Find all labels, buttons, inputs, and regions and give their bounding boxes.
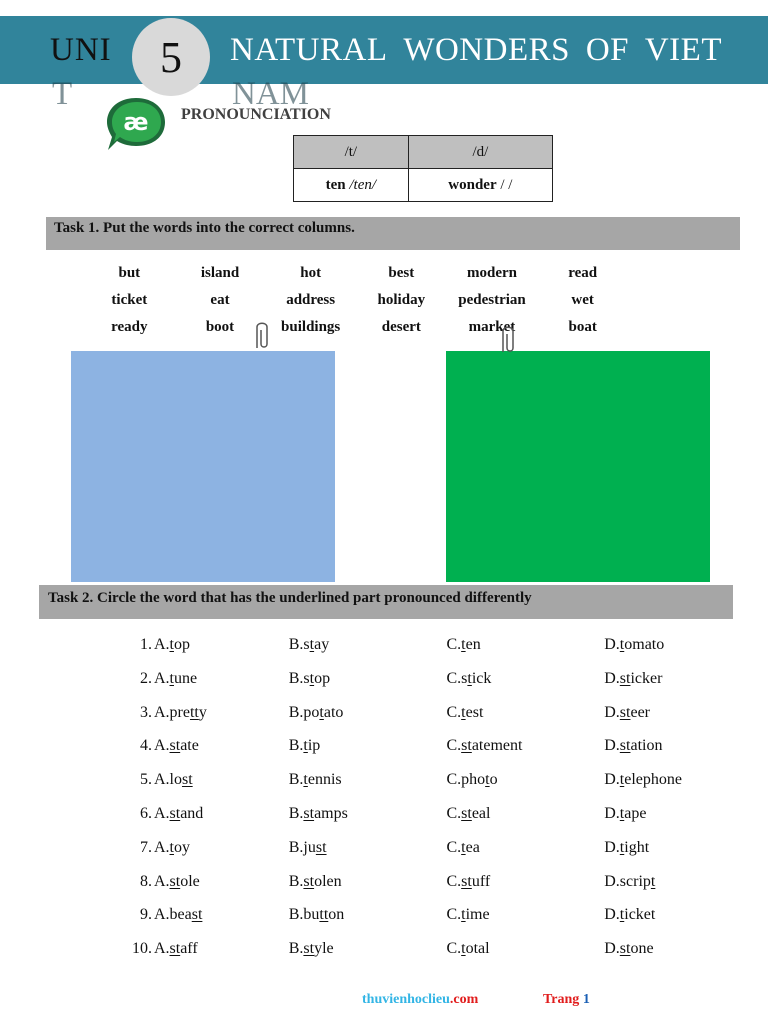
option-text: C. bbox=[446, 838, 462, 856]
underlined-part: st bbox=[169, 737, 181, 755]
option-text: D. bbox=[604, 636, 620, 653]
underlined-part: tt bbox=[319, 906, 329, 924]
option-text: C.pho bbox=[446, 771, 486, 789]
option-text: uff bbox=[471, 872, 491, 890]
question-row bbox=[124, 771, 744, 805]
footer-page bbox=[543, 992, 590, 1008]
option-c[interactable] bbox=[446, 636, 604, 654]
option-text: o bbox=[489, 771, 498, 789]
t-sound-example bbox=[294, 169, 409, 202]
unit-title-word: NATURAL bbox=[230, 32, 388, 68]
option-text: B.s bbox=[288, 669, 310, 687]
question-number: 9. bbox=[139, 906, 152, 924]
option-b[interactable] bbox=[289, 670, 447, 688]
ae-speech-bubble-icon bbox=[104, 94, 168, 154]
option-text: ay bbox=[314, 636, 330, 653]
option-text: ape bbox=[624, 804, 647, 822]
unit-number-badge: 5 bbox=[132, 18, 210, 96]
option-d[interactable] bbox=[604, 704, 744, 722]
option-b[interactable] bbox=[289, 805, 447, 823]
underlined-part: t bbox=[319, 703, 324, 721]
option-text: atement bbox=[471, 737, 523, 755]
option-text: A. bbox=[153, 838, 170, 856]
question-row bbox=[124, 636, 744, 670]
task1-heading: Task 1. Put the words into the correct columns. bbox=[46, 217, 740, 250]
unit-title bbox=[230, 32, 722, 69]
option-text: C. bbox=[446, 636, 462, 653]
option-c[interactable] bbox=[446, 805, 604, 823]
underlined-part: t bbox=[461, 838, 466, 856]
underlined-part: t bbox=[650, 872, 656, 890]
option-a[interactable] bbox=[152, 771, 289, 789]
option-text: amps bbox=[314, 804, 348, 822]
word-bank-item[interactable]: boot bbox=[205, 319, 235, 335]
option-text: A. bbox=[153, 636, 170, 653]
word-bank-item[interactable]: buildings bbox=[281, 319, 341, 335]
option-text: icket bbox=[624, 906, 656, 924]
option-text: C. bbox=[446, 940, 462, 958]
underlined-part: st bbox=[303, 872, 315, 890]
option-text: elephone bbox=[624, 771, 682, 789]
pronunciation-table bbox=[293, 135, 553, 202]
option-text: y bbox=[198, 703, 207, 721]
unit-title-word: OF bbox=[585, 32, 630, 68]
option-text: ea bbox=[465, 838, 480, 856]
underlined-part: st bbox=[619, 940, 631, 958]
option-text: aff bbox=[180, 940, 198, 958]
option-text: B. bbox=[288, 771, 304, 789]
pronunciation-title: PRONOUNCIATION bbox=[181, 106, 331, 123]
word-bank-item[interactable]: pedestrian bbox=[458, 292, 526, 308]
option-text: op bbox=[173, 636, 190, 653]
option-text: ime bbox=[465, 906, 490, 924]
option-a[interactable] bbox=[152, 906, 289, 924]
underlined-part: t bbox=[169, 636, 174, 653]
underlined-part: t bbox=[461, 906, 466, 924]
option-text: A. bbox=[153, 940, 170, 958]
option-b[interactable] bbox=[289, 771, 447, 789]
underlined-part: t bbox=[303, 771, 308, 789]
underlined-part: t bbox=[169, 669, 174, 687]
option-d[interactable] bbox=[604, 805, 744, 823]
option-b[interactable] bbox=[289, 636, 447, 654]
option-text: C. bbox=[446, 703, 462, 721]
option-text: A. bbox=[153, 906, 170, 924]
option-text: pre bbox=[169, 703, 190, 721]
question-row bbox=[124, 873, 744, 907]
option-text: icker bbox=[630, 669, 663, 687]
option-text: A. bbox=[153, 737, 170, 755]
question-row bbox=[124, 805, 744, 839]
word-bank-item[interactable]: boat bbox=[568, 319, 597, 335]
option-a[interactable] bbox=[152, 737, 289, 755]
question-number: 1. bbox=[139, 636, 152, 653]
underlined-part: t bbox=[169, 838, 174, 856]
t-sound-column-box[interactable] bbox=[71, 351, 335, 582]
option-b[interactable] bbox=[289, 737, 447, 755]
option-d[interactable] bbox=[604, 670, 744, 688]
option-text: ole bbox=[180, 872, 200, 890]
option-d[interactable] bbox=[604, 771, 744, 789]
option-text: one bbox=[630, 940, 654, 958]
unit-prefix: UNI bbox=[50, 32, 112, 68]
option-text: on bbox=[328, 906, 345, 924]
underlined-part: t bbox=[461, 940, 466, 958]
option-text: A. bbox=[153, 872, 170, 890]
task2-heading: Task 2. Circle the word that has the underlined part pronounced differently bbox=[39, 585, 733, 619]
option-text: A. bbox=[153, 771, 170, 789]
ae-glyph: æ bbox=[123, 108, 149, 136]
option-text: D. bbox=[604, 737, 620, 755]
underlined-part: t bbox=[303, 737, 308, 755]
option-c[interactable] bbox=[446, 737, 604, 755]
question-number: 8. bbox=[139, 872, 152, 890]
word-bank-item[interactable]: holiday bbox=[377, 292, 426, 308]
option-c[interactable] bbox=[446, 771, 604, 789]
underlined-part: t bbox=[467, 669, 472, 687]
underlined-part: t bbox=[309, 669, 315, 687]
footer-site-name: thuvienhoclieu bbox=[362, 992, 450, 1007]
underlined-part: st bbox=[315, 838, 327, 856]
option-text: B. bbox=[288, 737, 304, 755]
footer-site bbox=[362, 992, 478, 1008]
option-a[interactable] bbox=[152, 636, 289, 654]
footer-page-label: Trang bbox=[543, 992, 580, 1007]
option-text: otal bbox=[465, 940, 490, 958]
question-row bbox=[124, 839, 744, 873]
option-b[interactable] bbox=[289, 839, 447, 857]
question-number: 7. bbox=[139, 838, 152, 856]
option-a[interactable] bbox=[152, 873, 289, 891]
question-number: 3. bbox=[139, 703, 152, 721]
option-d[interactable] bbox=[604, 873, 744, 891]
d-sound-column-box[interactable] bbox=[446, 351, 710, 582]
option-text: yle bbox=[314, 940, 334, 958]
paperclip-icon bbox=[497, 322, 519, 356]
word-bank-item[interactable]: best bbox=[388, 265, 415, 281]
option-text: ennis bbox=[307, 771, 342, 789]
example-ipa: /ten/ bbox=[349, 176, 377, 193]
question-number: 2. bbox=[139, 669, 152, 687]
footer-site-tld: .com bbox=[449, 992, 479, 1007]
d-sound-header: /d/ bbox=[408, 136, 552, 169]
unit-title-word: VIET bbox=[644, 32, 722, 68]
option-d[interactable] bbox=[604, 940, 744, 958]
option-d[interactable] bbox=[604, 839, 744, 857]
underlined-part: t bbox=[619, 636, 625, 653]
option-c[interactable] bbox=[446, 940, 604, 958]
word-bank-item[interactable]: eat bbox=[210, 292, 230, 308]
option-text: C. bbox=[446, 737, 462, 755]
option-text: D. bbox=[604, 838, 620, 856]
option-text: B. bbox=[288, 940, 304, 958]
question-number: 6. bbox=[139, 804, 152, 822]
option-text: B.s bbox=[288, 636, 310, 653]
option-text: ation bbox=[630, 737, 663, 755]
option-a[interactable] bbox=[152, 940, 289, 958]
word-bank-item[interactable]: but bbox=[118, 265, 141, 281]
underlined-part: t bbox=[309, 636, 315, 653]
underlined-part: st bbox=[619, 703, 631, 721]
option-d[interactable] bbox=[604, 737, 744, 755]
option-a[interactable] bbox=[152, 670, 289, 688]
underlined-part: t bbox=[619, 804, 625, 822]
option-a[interactable] bbox=[152, 805, 289, 823]
task1-word-bank bbox=[84, 265, 628, 336]
option-text: est bbox=[465, 703, 484, 721]
d-sound-example bbox=[408, 169, 552, 202]
option-text: A. bbox=[153, 669, 170, 687]
example-word: ten bbox=[325, 176, 346, 193]
option-b[interactable] bbox=[289, 873, 447, 891]
underlined-part: st bbox=[169, 872, 181, 890]
option-text: A. bbox=[153, 703, 170, 721]
option-text: B.bu bbox=[288, 906, 320, 924]
option-text: D. bbox=[604, 906, 620, 924]
t-sound-header: /t/ bbox=[294, 136, 409, 169]
question-number: 10. bbox=[131, 940, 152, 958]
option-a[interactable] bbox=[152, 839, 289, 857]
option-text: bea bbox=[169, 906, 192, 924]
option-text: en bbox=[465, 636, 481, 653]
word-bank-item[interactable]: hot bbox=[300, 265, 322, 281]
question-number: 4. bbox=[139, 737, 152, 755]
word-bank-item[interactable]: ready bbox=[111, 319, 148, 335]
underlined-part: t bbox=[619, 838, 625, 856]
option-text: ight bbox=[624, 838, 650, 856]
option-text: op bbox=[314, 669, 331, 687]
underlined-part: st bbox=[461, 872, 472, 890]
option-text: B. bbox=[288, 872, 304, 890]
option-text: and bbox=[180, 804, 204, 822]
underlined-part: st bbox=[191, 906, 203, 924]
underlined-part: t bbox=[619, 906, 625, 924]
underlined-part: st bbox=[619, 737, 631, 755]
option-text: D. bbox=[604, 703, 620, 721]
question-row bbox=[124, 704, 744, 738]
underlined-part: tt bbox=[189, 703, 199, 721]
option-text: omato bbox=[624, 636, 665, 653]
unit-title-overflow: NAM bbox=[232, 76, 310, 112]
word-bank-item[interactable]: market bbox=[468, 319, 516, 335]
underlined-part: st bbox=[169, 940, 181, 958]
option-text: oy bbox=[173, 838, 190, 856]
underlined-part: t bbox=[461, 703, 466, 721]
option-text: olen bbox=[314, 872, 342, 890]
option-text: ip bbox=[307, 737, 321, 755]
option-text: eal bbox=[471, 804, 491, 822]
underlined-part: t bbox=[619, 771, 625, 789]
option-text: B.po bbox=[288, 703, 320, 721]
option-text: B.ju bbox=[288, 838, 316, 856]
option-d[interactable] bbox=[604, 636, 744, 654]
option-text: D. bbox=[604, 771, 620, 789]
option-c[interactable] bbox=[446, 704, 604, 722]
option-text: C. bbox=[446, 906, 462, 924]
option-text: une bbox=[173, 669, 198, 687]
option-text: ato bbox=[323, 703, 344, 721]
example-word: wonder bbox=[448, 176, 497, 193]
option-text: D. bbox=[604, 804, 620, 822]
underlined-part: st bbox=[461, 804, 472, 822]
paperclip-icon bbox=[251, 318, 273, 352]
option-text: B. bbox=[288, 804, 304, 822]
option-c[interactable] bbox=[446, 839, 604, 857]
option-text: D. bbox=[604, 669, 620, 687]
footer-page-number: 1 bbox=[582, 992, 590, 1007]
unit-title-word: WONDERS bbox=[403, 32, 570, 68]
option-text: D.scrip bbox=[604, 872, 651, 890]
question-number: 5. bbox=[139, 771, 152, 789]
underlined-part: st bbox=[169, 804, 181, 822]
option-text: C. bbox=[446, 872, 462, 890]
question-row bbox=[124, 940, 744, 974]
unit-header bbox=[0, 16, 768, 112]
underlined-part: st bbox=[303, 940, 315, 958]
option-text: eer bbox=[630, 703, 650, 721]
word-bank-item[interactable]: modern bbox=[466, 265, 517, 281]
option-text: D. bbox=[604, 940, 620, 958]
task2-question-list bbox=[124, 636, 744, 974]
underlined-part: st bbox=[303, 804, 315, 822]
option-text: ate bbox=[180, 737, 199, 755]
underlined-part: st bbox=[461, 737, 472, 755]
word-bank-item[interactable]: read bbox=[568, 265, 598, 281]
option-b[interactable] bbox=[289, 906, 447, 924]
underlined-part: t bbox=[485, 771, 490, 789]
question-row bbox=[124, 906, 744, 940]
option-text: A. bbox=[153, 804, 170, 822]
option-c[interactable] bbox=[446, 873, 604, 891]
option-text: C.s bbox=[446, 669, 468, 687]
option-c[interactable] bbox=[446, 670, 604, 688]
unit-prefix-overflow: T bbox=[52, 76, 73, 112]
question-row bbox=[124, 737, 744, 771]
underlined-part: t bbox=[461, 636, 466, 653]
question-row bbox=[124, 670, 744, 704]
option-b[interactable] bbox=[289, 704, 447, 722]
word-bank-item[interactable]: wet bbox=[571, 292, 594, 308]
word-bank-item[interactable]: address bbox=[286, 292, 336, 308]
option-a[interactable] bbox=[152, 704, 289, 722]
example-ipa: / / bbox=[500, 176, 513, 193]
option-b[interactable] bbox=[289, 940, 447, 958]
word-bank-item[interactable]: desert bbox=[381, 319, 421, 335]
option-d[interactable] bbox=[604, 906, 744, 924]
word-bank-item[interactable]: ticket bbox=[111, 292, 148, 308]
option-text: C. bbox=[446, 804, 462, 822]
option-text: ick bbox=[471, 669, 492, 687]
option-c[interactable] bbox=[446, 906, 604, 924]
underlined-part: st bbox=[181, 771, 193, 789]
word-bank-item[interactable]: island bbox=[200, 265, 240, 281]
option-text: lo bbox=[169, 771, 182, 789]
underlined-part: st bbox=[619, 669, 631, 687]
